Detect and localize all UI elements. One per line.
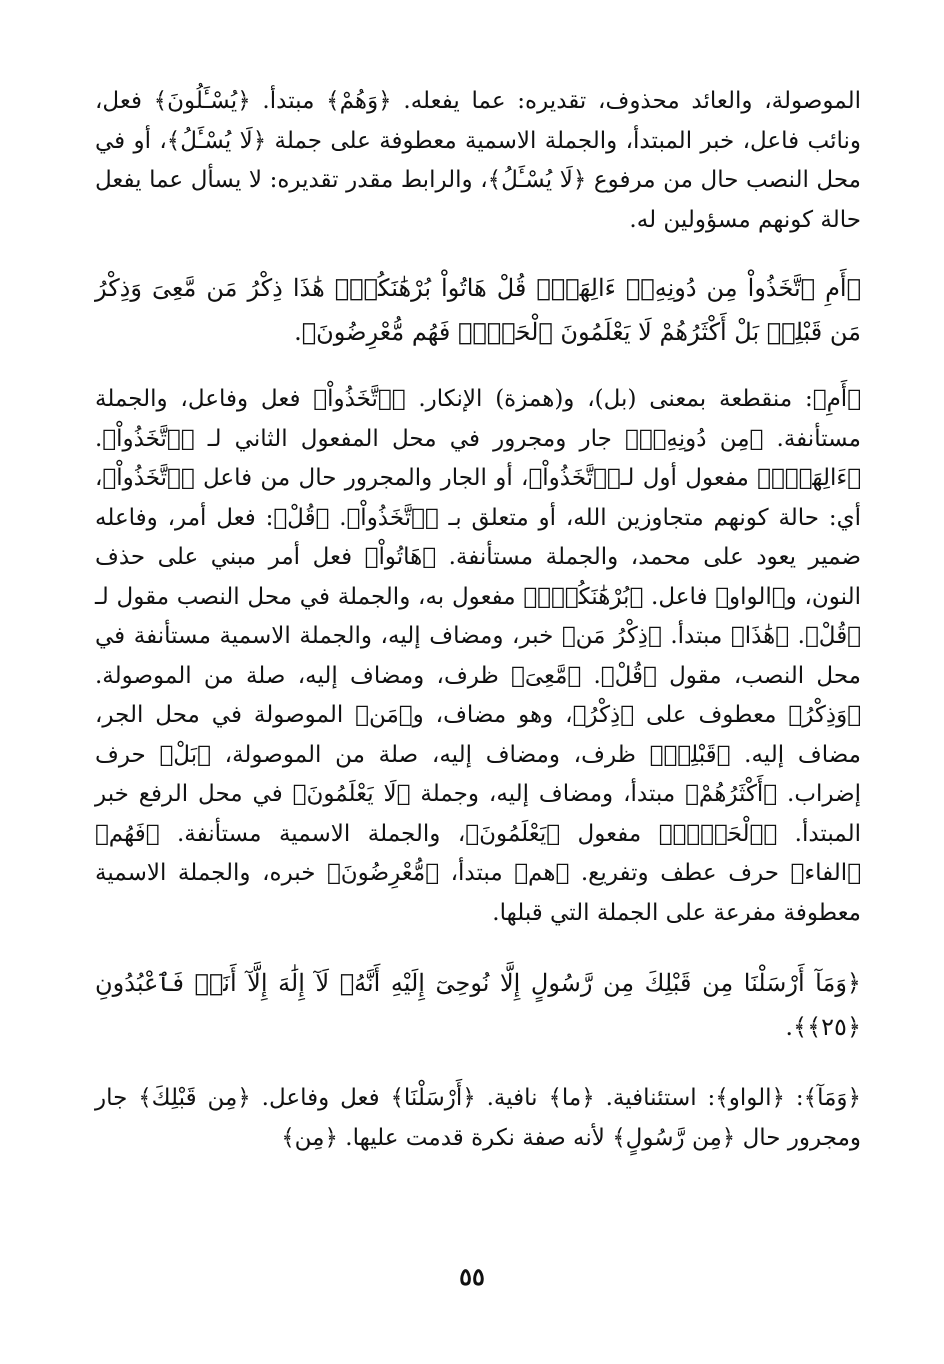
quran-verse-1: ﴿أَمِ ٱتَّخَذُواْ مِن دُونِهِۦٓ ءَالِهَةًۖ قُلْ هَاتُواْ بُرْهَٰنَكُمْۖ هَٰذَا ذِكْرُ مَن مَّعِىَ وَذِكْرُ مَن قَبْلِىۗ بَلْ أَكْثَرُهُمْ لَا يَعْلَمُونَ ٱلْحَقَّۖ فَهُم مُّعْرِضُونَ﴾.: [95, 274, 861, 346]
page-body: [95, 82, 861, 1158]
quran-verse-2: ﴿وَمَآ أَرْسَلْنَا مِن قَبْلِكَ مِن رَّسُولٍ إِلَّا نُوحِىٓ إِلَيْهِ أَنَّهُۥ لَآ إِلَٰهَ إِلَّآ أَنَا۠ فَٱعْبُدُونِ ﴿٢٥﴾﴾.: [95, 969, 861, 1041]
page-number: ٥٥: [459, 1262, 485, 1291]
paragraph-commentary-3: ﴿وَمَآ﴾: ﴿الواو﴾: استئنافية. ﴿ما﴾ نافية. ﴿أَرْسَلْنَا﴾ فعل وفاعل. ﴿مِن قَبْلِكَ﴾ جار ومجرور حال ﴿مِن رَّسُولٍ﴾ لأنه صفة نكرة قدمت عليها. ﴿مِن﴾: [95, 1085, 861, 1151]
paragraph-commentary-2: ﴿أَمِ﴾: منقطعة بمعنى (بل)، و(همزة) الإنكار. ﴿ٱتَّخَذُواْ﴾ فعل وفاعل، والجملة مستأنفة. ﴿مِن دُونِهِۦٓ﴾ جار ومجرور في محل المفعول الثاني لـ ﴿ٱتَّخَذُواْ﴾. ﴿ءَالِهَةًۖ﴾ مفعول أول لـ﴿ٱتَّخَذُواْ﴾، أو الجار والمجرور حال من فاعل ﴿ٱتَّخَذُواْ﴾، أي: حالة كونهم متجاوزين الله، أو متعلق بـ ﴿ٱتَّخَذُواْ﴾. ﴿قُلْ﴾: فعل أمر، وفاعله ضمير يعود على محمد، والجملة مستأنفة. ﴿هَاتُواْ﴾ فعل أمر مبني على حذف النون، و﴿الواو﴾ فاعل. ﴿بُرْهَٰنَكُمْۖ﴾ مفعول به، والجملة في محل النصب مقول لـ ﴿قُلْ﴾. ﴿هَٰذَا﴾ مبتدأ. ﴿ذِكْرُ مَن﴾ خبر، ومضاف إليه، والجملة الاسمية مستأنفة في محل النصب، مقول ﴿قُلْ﴾. ﴿مَّعِىَ﴾ ظرف، ومضاف إليه، صلة من الموصولة. ﴿وَذِكْرُ﴾ معطوف على ﴿ذِكْرُ﴾، وهو مضاف، و﴿مَن﴾ الموصولة في محل الجر، مضاف إليه. ﴿قَبْلِىۗ﴾ ظرف، ومضاف إليه، صلة من الموصولة، ﴿بَلْ﴾ حرف إضراب. ﴿أَكْثَرُهُمْ﴾ مبتدأ، ومضاف إليه، وجملة ﴿لَا يَعْلَمُونَ﴾ في محل الرفع خبر المبتدأ. ﴿ٱلْحَقَّۖ﴾ مفعول ﴿يَعْلَمُونَ﴾، والجملة الاسمية مستأنفة. ﴿فَهُم﴾ ﴿الفاء﴾ حرف عطف وتفريع. ﴿هم﴾ مبتدأ، ﴿مُّعْرِضُونَ﴾ خبره، والجملة الاسمية معطوفة مفرعة على الجملة التي قبلها.: [95, 386, 861, 926]
paragraph-commentary-1: الموصولة، والعائد محذوف، تقديره: عما يفعله. ﴿وَهُمْ﴾ مبتدأ. ﴿يُسْـَٔلُونَ﴾ فعل، ونائب فاعل، خبر المبتدأ، والجملة الاسمية معطوفة على جملة ﴿لَا يُسْـَٔلُ﴾، أو في محل النصب حال من مرفوع ﴿لَا يُسْـَٔلُ﴾، والرابط مقدر تقديره: لا يسأل عما يفعل حالة كونهم مسؤولين له.: [95, 88, 861, 233]
